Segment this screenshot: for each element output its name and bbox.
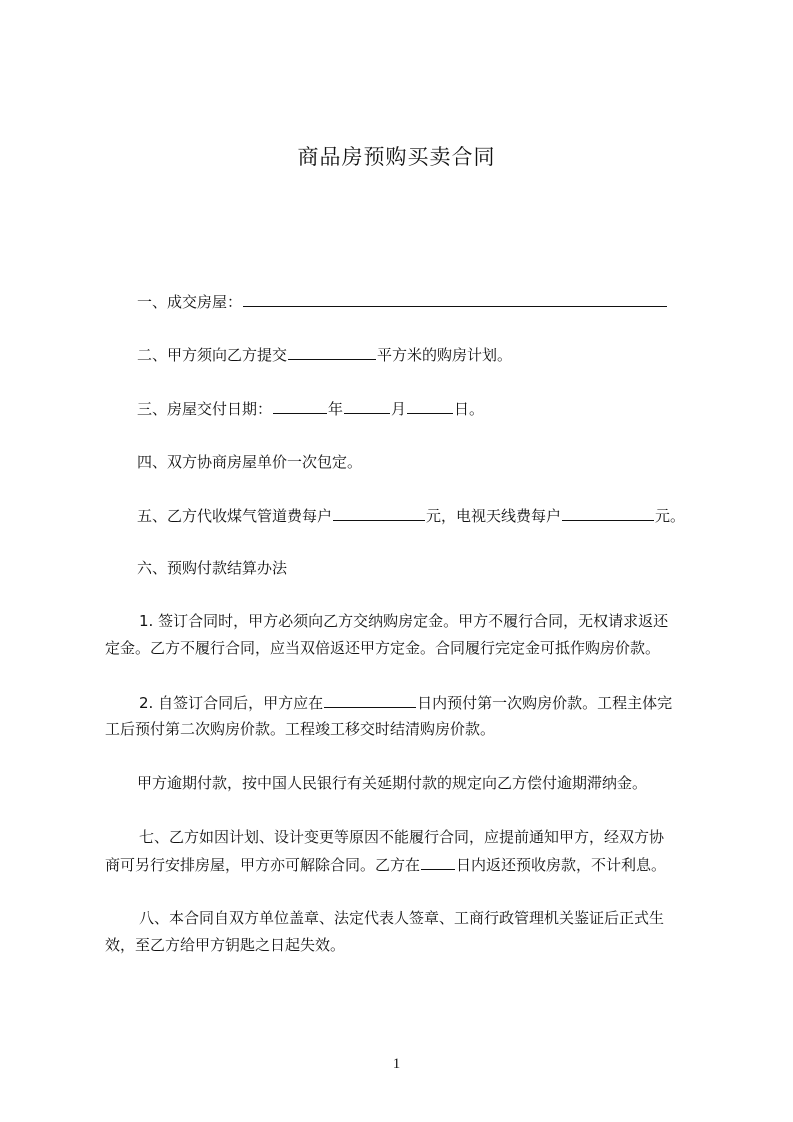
clause-2-after: 日内预付第一次购房价款。工程主体完 [417, 694, 673, 712]
year-blank[interactable] [273, 398, 327, 414]
refund-days-blank[interactable] [421, 854, 455, 870]
late-payment-line: 甲方逾期付款，按中国人民银行有关延期付款的规定向乙方偿付逾期滞纳金。 [137, 774, 648, 792]
gas-fee-blank[interactable] [333, 505, 425, 521]
contract-title: 商品房预购买卖合同 [297, 145, 496, 169]
antenna-fee-blank[interactable] [562, 505, 654, 521]
item-1-line [137, 291, 668, 312]
item-7-before: 商可另行安排房屋，甲方亦可解除合同。乙方在 [105, 856, 421, 874]
days-blank[interactable] [324, 692, 416, 708]
item-7-after: 日内返还预收房款，不计利息。 [456, 856, 667, 874]
item-4-line: 四、双方协商房屋单价一次包定。 [137, 453, 363, 471]
page-number: 1 [392, 1056, 401, 1072]
item-6-line: 六、预购付款结算办法 [137, 559, 288, 577]
clause-2-before: 2. 自签订合同后，甲方应在 [139, 694, 324, 712]
item-2-line [137, 344, 512, 365]
clause-1-line-2: 定金。乙方不履行合同，应当双倍返还甲方定金。合同履行完定金可抵作购房价款。 [105, 639, 661, 657]
area-blank[interactable] [288, 344, 376, 360]
month-label: 月 [391, 400, 407, 418]
item-5-after: 元。 [655, 507, 686, 525]
item-7-line-1: 七、乙方如因计划、设计变更等原因不能履行合同，应提前通知甲方，经双方协 [139, 828, 665, 846]
item-5-mid: 元，电视天线费每户 [426, 507, 562, 525]
item-5-line [137, 505, 685, 526]
item-7-line-2 [105, 854, 666, 875]
clause-1-line-1: 1. 签订合同时，甲方必须向乙方交纳购房定金。甲方不履行合同，无权请求返还 [139, 612, 669, 630]
day-blank[interactable] [407, 398, 453, 414]
item-8-line-1: 八、本合同自双方单位盖章、法定代表人签章、工商行政管理机关鉴证后正式生 [139, 909, 665, 927]
property-blank[interactable] [243, 291, 667, 307]
month-blank[interactable] [344, 398, 390, 414]
year-label: 年 [328, 400, 344, 418]
item-1-label: 一、成交房屋： [137, 293, 243, 311]
item-8-line-2: 效，至乙方给甲方钥匙之日起失效。 [105, 936, 346, 954]
item-3-before: 三、房屋交付日期： [137, 400, 273, 418]
clause-2-line-2: 工后预付第二次购房价款。工程竣工移交时结清购房价款。 [105, 720, 496, 738]
item-2-after: 平方米的购房计划。 [377, 346, 513, 364]
item-5-before: 五、乙方代收煤气管道费每户 [137, 507, 333, 525]
clause-2-line-1 [139, 692, 672, 713]
item-3-line [137, 398, 484, 419]
day-label: 日。 [454, 400, 485, 418]
item-2-before: 二、甲方须向乙方提交 [137, 346, 288, 364]
